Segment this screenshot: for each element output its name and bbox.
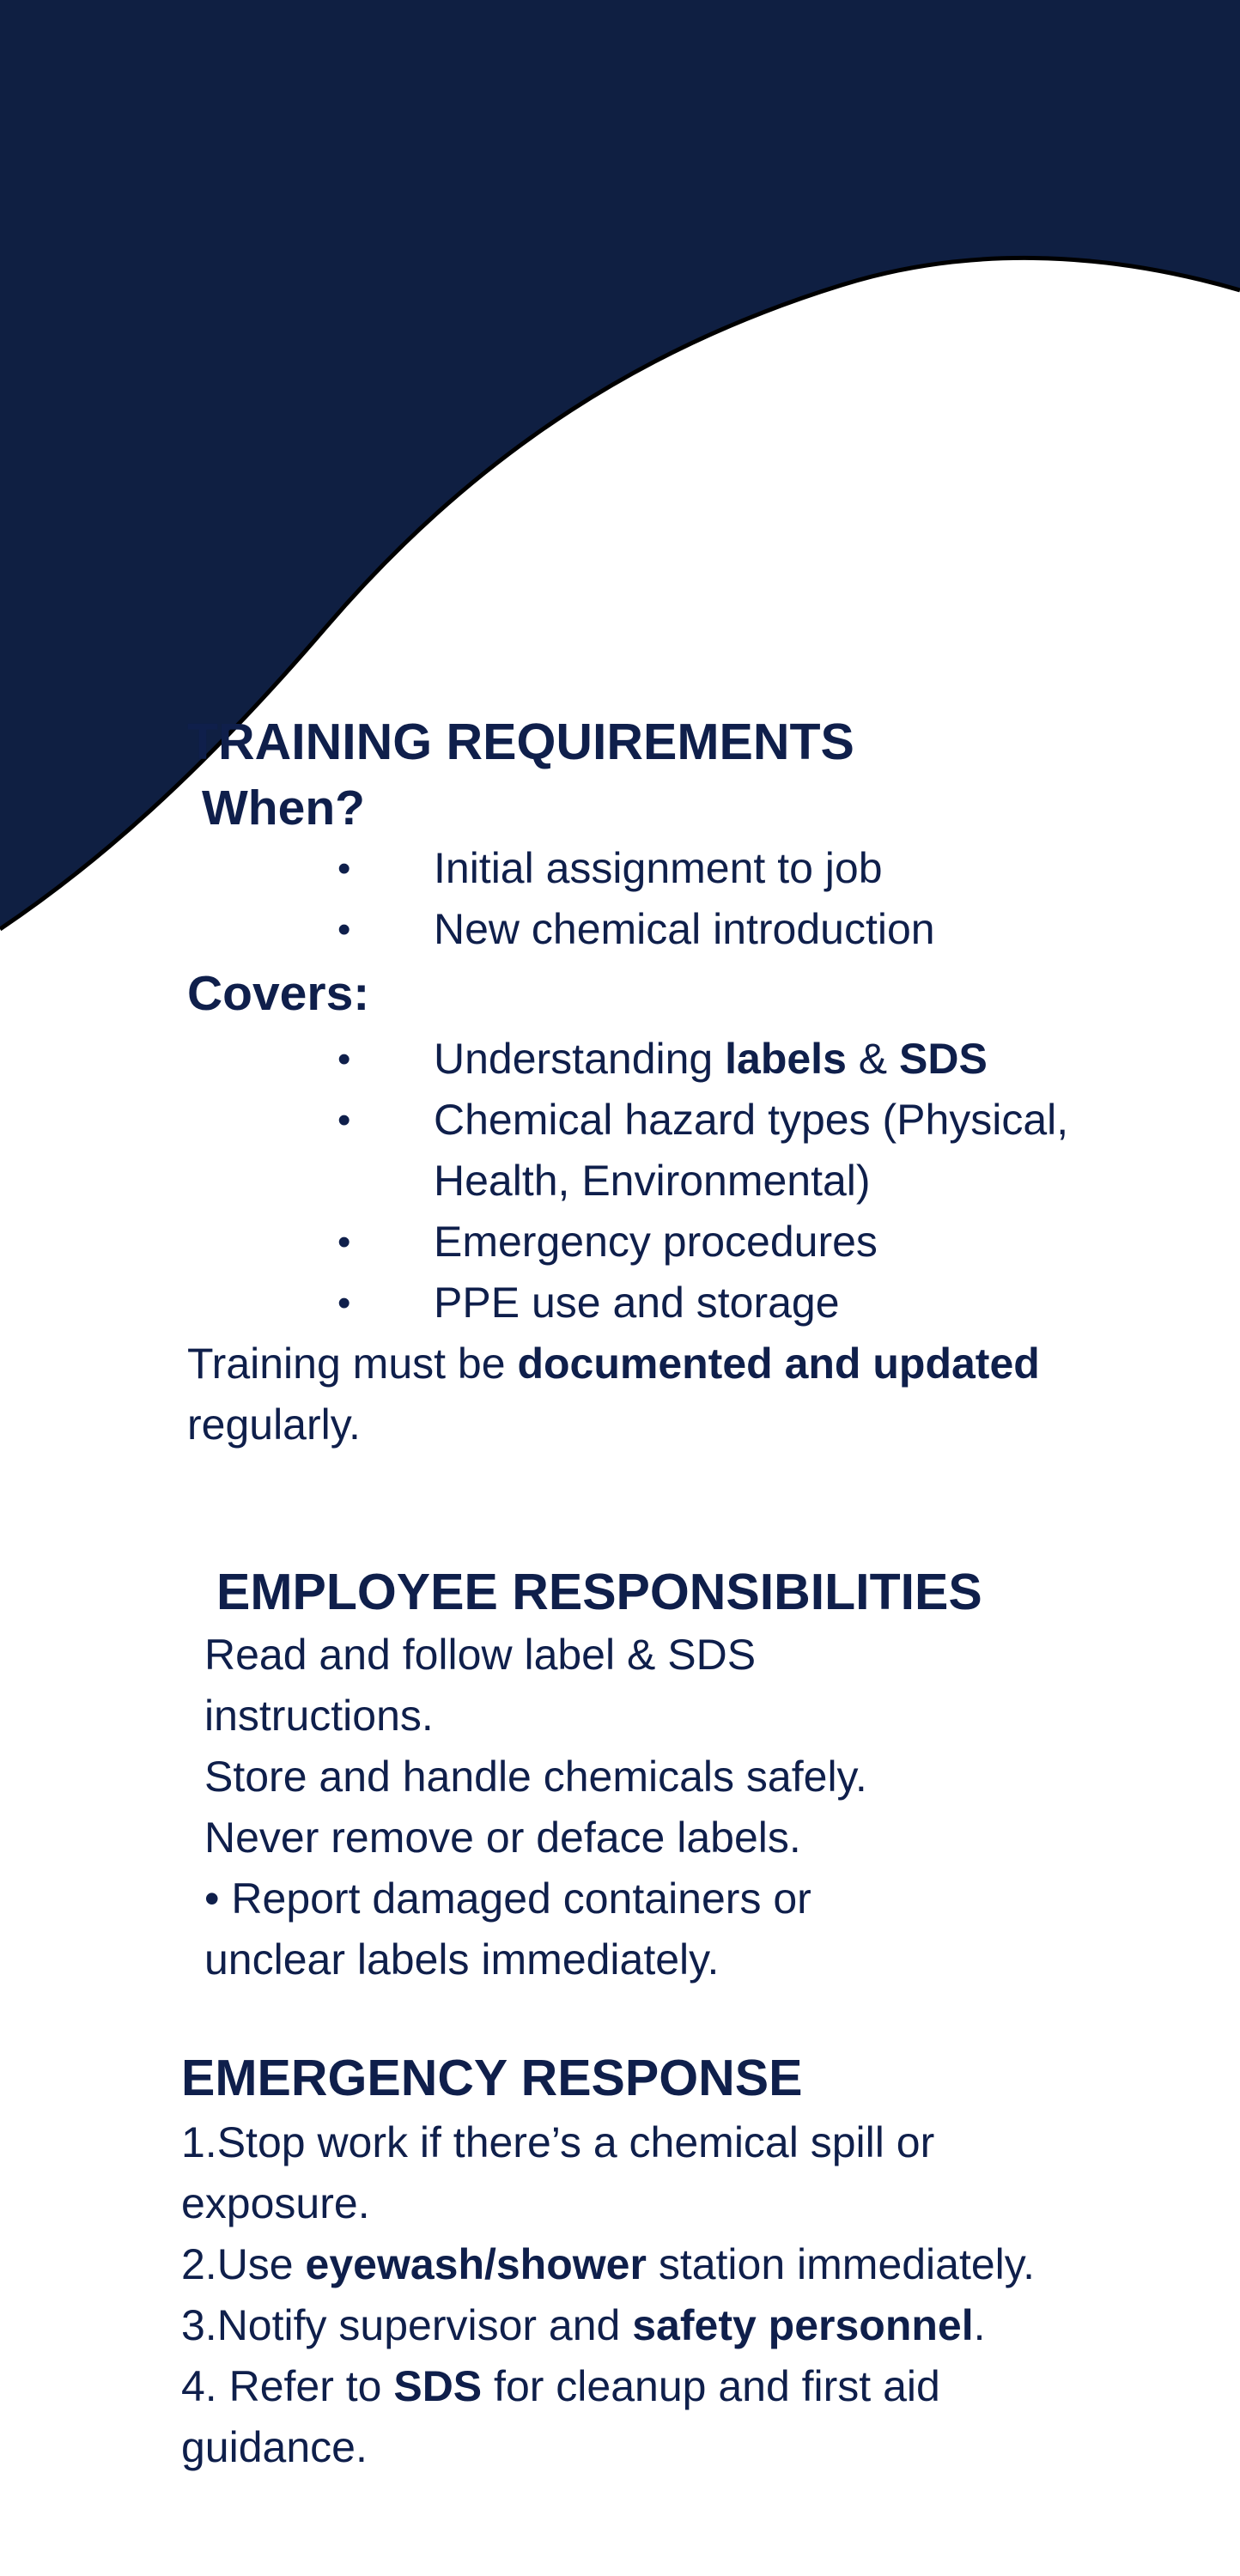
when-label: When? xyxy=(202,781,365,835)
text-span: for cleanup and first aid xyxy=(482,2362,940,2410)
emergency-step xyxy=(181,2295,1212,2356)
training-heading: TRAINING REQUIREMENTS xyxy=(187,714,854,770)
emergency-step-continuation: guidance. xyxy=(181,2423,368,2471)
list-item xyxy=(0,1212,1013,1273)
bold-sds: SDS xyxy=(899,1035,988,1083)
list-item-text: Health, Environmental) xyxy=(434,1157,871,1205)
employee-heading: EMPLOYEE RESPONSIBILITIES xyxy=(216,1564,982,1620)
employee-line: unclear labels immediately. xyxy=(204,1935,720,1984)
employee-section xyxy=(204,1561,1200,1990)
text-span: Understanding xyxy=(434,1035,726,1083)
employee-line: Store and handle chemicals safely. xyxy=(204,1753,867,1801)
text-span: 4. Refer to xyxy=(181,2362,394,2410)
emergency-step: 1.Stop work if there’s a chemical spill or xyxy=(181,2118,935,2166)
list-item-text: PPE use and storage xyxy=(434,1279,840,1327)
bold-eyewash: eyewash/shower xyxy=(305,2240,647,2288)
emergency-step-continuation: exposure. xyxy=(181,2179,370,2227)
training-note xyxy=(187,1334,1200,1394)
text-span: & xyxy=(846,1035,900,1083)
employee-line: Never remove or deface labels. xyxy=(204,1814,801,1862)
list-item-text: Initial assignment to job xyxy=(434,844,883,892)
text-span: 2.Use xyxy=(181,2240,306,2288)
bullet-icon: • xyxy=(337,1282,351,1324)
list-item xyxy=(0,1273,1013,1334)
list-item-text xyxy=(434,1035,988,1083)
covers-label: Covers: xyxy=(187,966,370,1021)
bold-labels: labels xyxy=(725,1035,847,1083)
list-item xyxy=(0,899,1013,960)
text-span: station immediately. xyxy=(646,2240,1035,2288)
emergency-section xyxy=(181,2047,1212,2478)
covers-list xyxy=(187,1029,1200,1334)
bullet-icon: • xyxy=(337,848,351,890)
list-item-text: New chemical introduction xyxy=(434,905,935,953)
when-list xyxy=(187,838,1200,960)
list-item-continuation xyxy=(0,1151,1013,1212)
bullet-icon: • xyxy=(337,1221,351,1263)
list-item xyxy=(0,838,1013,899)
text-span: 3.Notify supervisor and xyxy=(181,2301,633,2349)
bold-documented: documented and updated xyxy=(517,1340,1040,1388)
bullet-icon: • xyxy=(337,908,351,951)
emergency-step xyxy=(181,2356,1212,2417)
bullet-icon: • xyxy=(337,1038,351,1080)
text-span: . xyxy=(973,2301,986,2349)
training-note-line2: regularly. xyxy=(187,1400,361,1449)
text-span: Training must be xyxy=(187,1340,518,1388)
list-item-text: Emergency procedures xyxy=(434,1218,878,1266)
training-section xyxy=(187,711,1200,1455)
list-item-text: Chemical hazard types (Physical, xyxy=(434,1096,1069,1144)
bold-safety-personnel: safety personnel xyxy=(632,2301,974,2349)
employee-line: Read and follow label & SDS xyxy=(204,1631,757,1679)
bold-sds: SDS xyxy=(393,2362,483,2410)
bullet-icon: • xyxy=(337,1099,351,1141)
emergency-heading: EMERGENCY RESPONSE xyxy=(181,2050,803,2106)
list-item xyxy=(0,1029,1013,1090)
list-item xyxy=(0,1090,1069,1151)
employee-line: instructions. xyxy=(204,1692,434,1740)
emergency-step xyxy=(181,2234,1212,2295)
employee-line: • Report damaged containers or xyxy=(204,1874,811,1923)
